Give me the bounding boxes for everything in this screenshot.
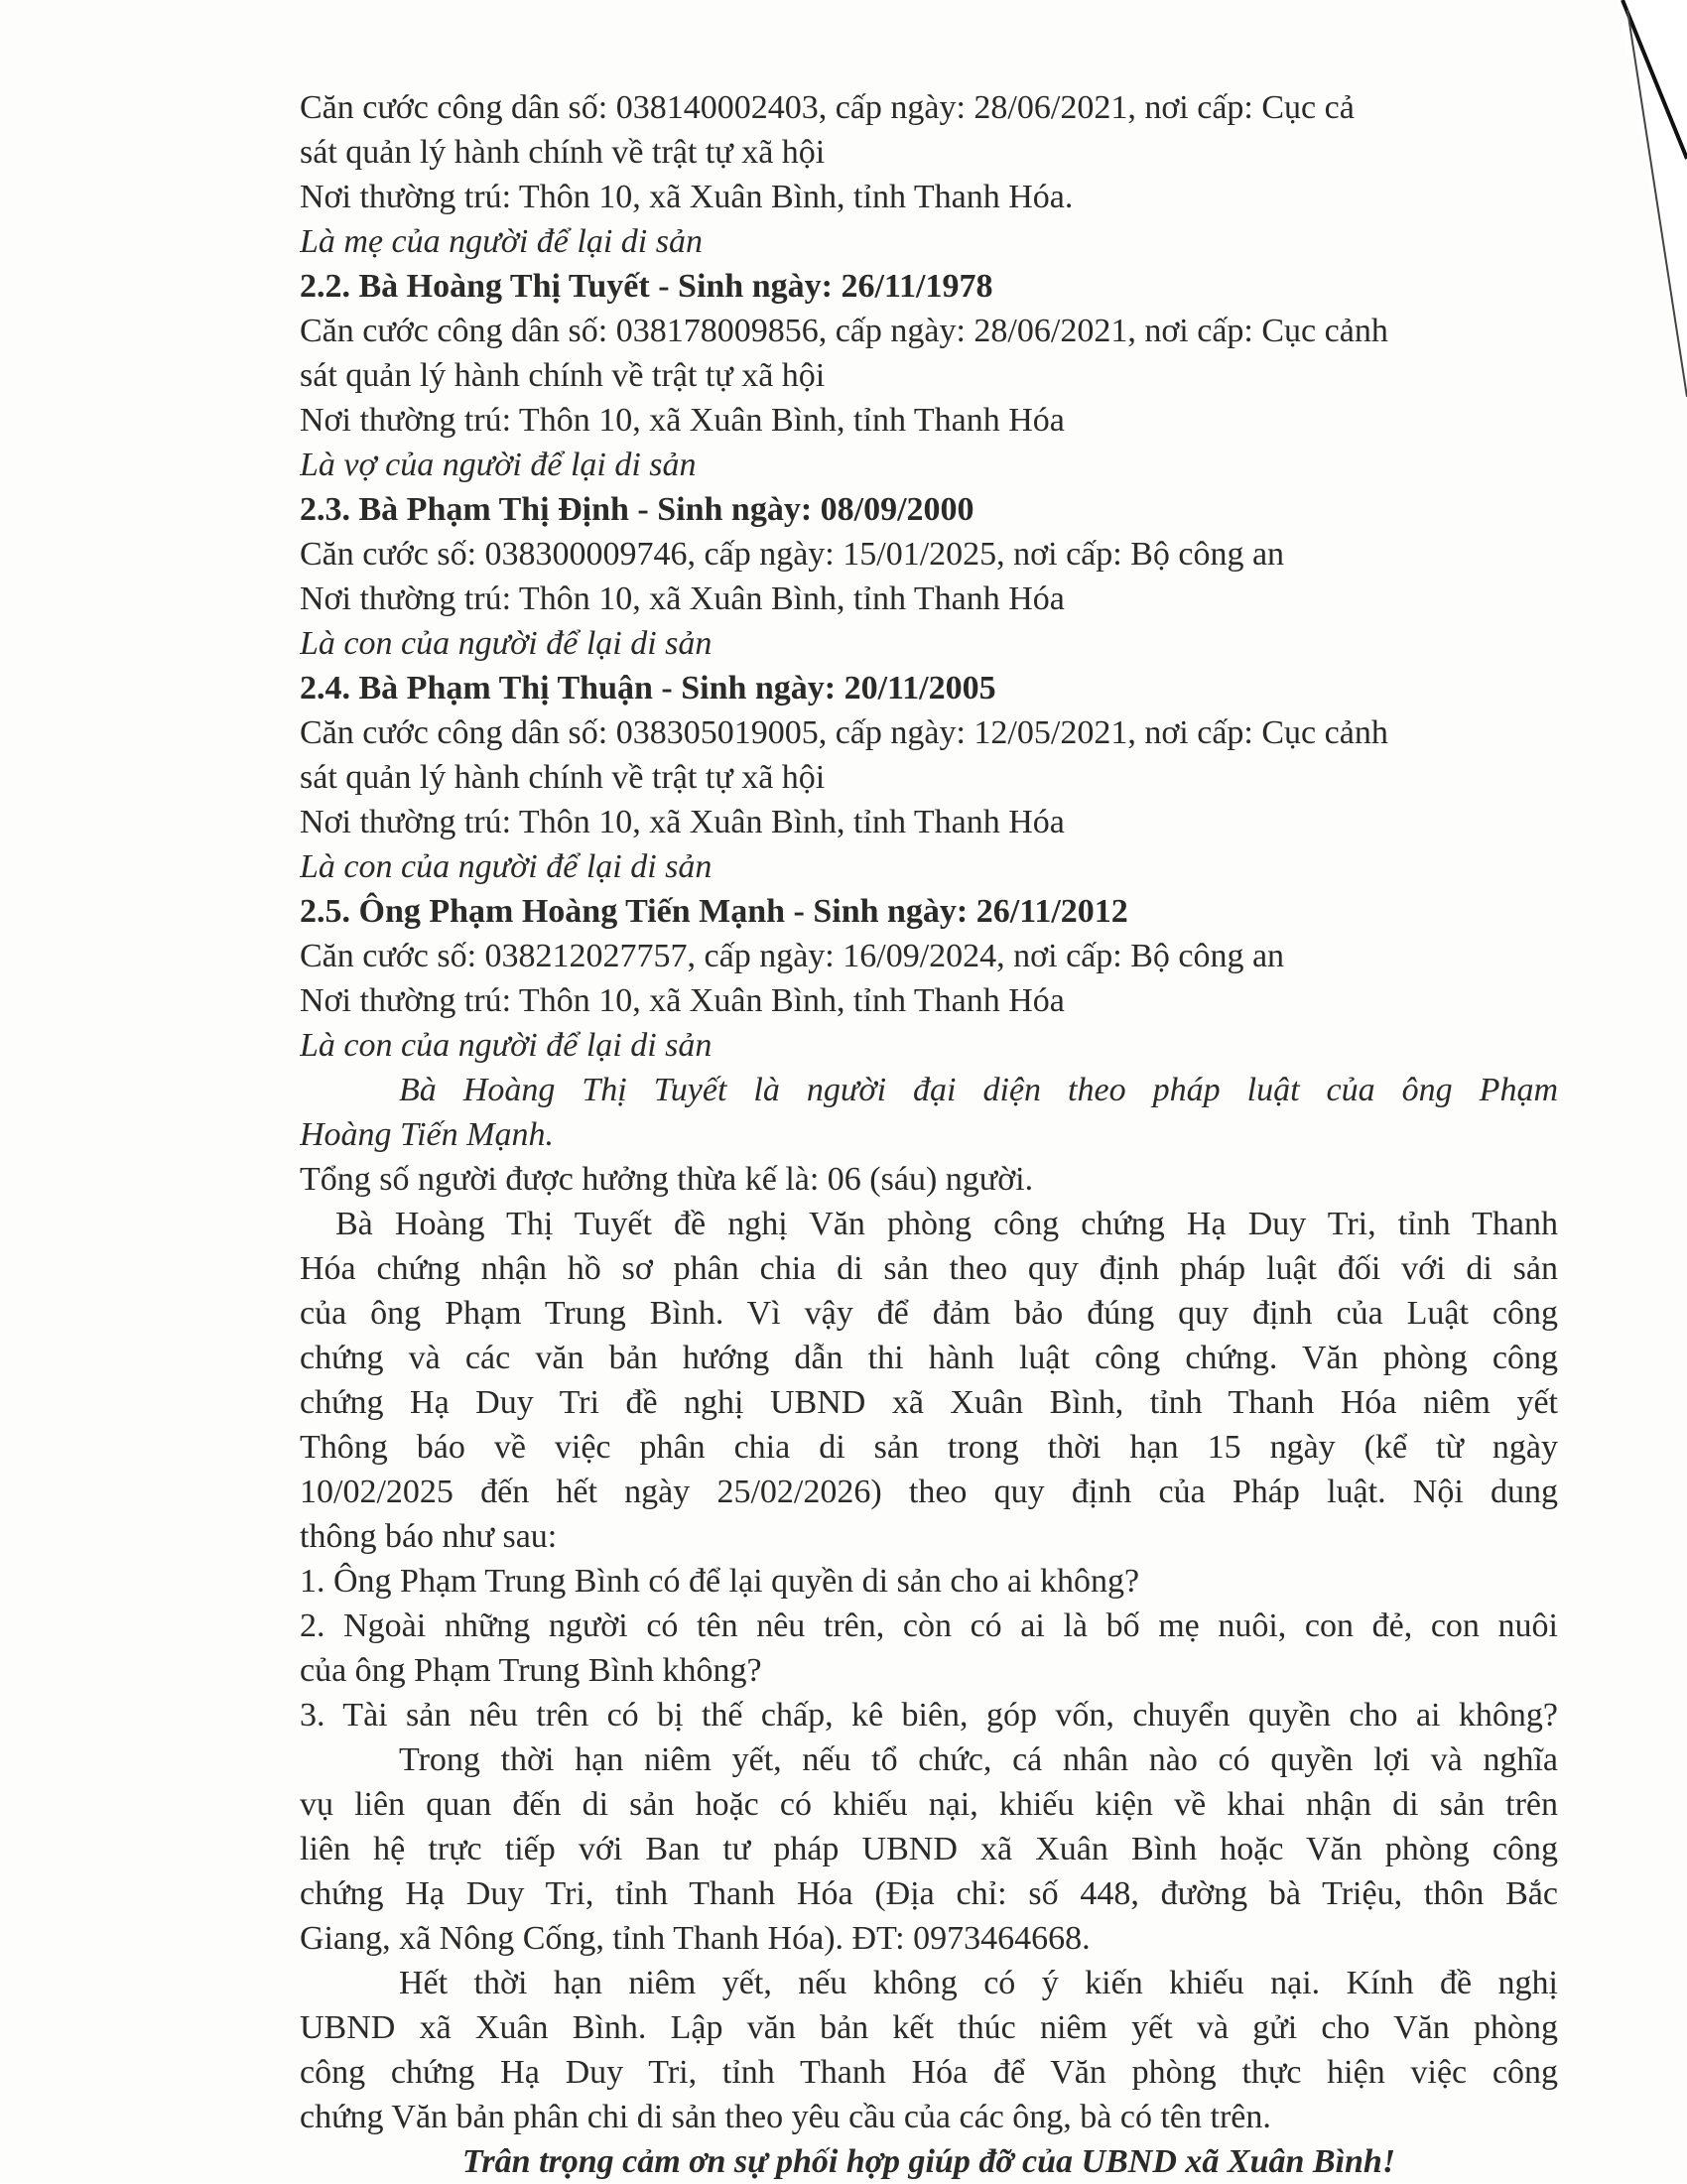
text-line: Căn cước số: 038300009746, cấp ngày: 15/01/2025, nơi cấp: Bộ công an	[300, 536, 1285, 573]
section-heading: 2.3. Bà Phạm Thị Định - Sinh ngày: 08/09/2000	[300, 491, 974, 528]
text-line: Căn cước số: 038212027757, cấp ngày: 16/09/2024, nơi cấp: Bộ công an	[300, 938, 1285, 974]
text-line: chứng và các văn bản hướng dẫn thi hành luật công chứng. Văn phòng công	[300, 1340, 1558, 1376]
text-line: Là con của người để lại di sản	[300, 848, 713, 885]
text-line: Trong thời hạn niêm yết, nếu tổ chức, cá nhân nào có quyền lợi và nghĩa	[399, 1741, 1558, 1778]
text-line: Là con của người để lại di sản	[300, 625, 713, 662]
text-line: Giang, xã Nông Cống, tỉnh Thanh Hóa). ĐT: 0973464668.	[300, 1920, 1091, 1957]
text-line: sát quản lý hành chính về trật tự xã hội	[300, 134, 826, 171]
text-line: Căn cước công dân số: 038178009856, cấp ngày: 28/06/2021, nơi cấp: Cục cảnh	[300, 313, 1388, 349]
text-line: của ông Phạm Trung Bình không?	[300, 1652, 762, 1689]
text-line: sát quản lý hành chính về trật tự xã hội	[300, 357, 826, 394]
text-line: UBND xã Xuân Bình. Lập văn bản kết thúc niêm yết và gửi cho Văn phòng	[300, 2009, 1558, 2046]
text-line: 10/02/2025 đến hết ngày 25/02/2026) theo quy định của Pháp luật. Nội dung	[300, 1474, 1558, 1510]
text-line: công chứng Hạ Duy Tri, tỉnh Thanh Hóa để Văn phòng thực hiện việc công	[300, 2054, 1558, 2091]
closing-line: Trân trọng cảm ơn sự phối hợp giúp đỡ của UBND xã Xuân Bình!	[461, 2143, 1396, 2180]
section-heading: 2.5. Ông Phạm Hoàng Tiến Mạnh - Sinh ngày: 26/11/2012	[300, 893, 1128, 930]
text-line: chứng Hạ Duy Tri, tỉnh Thanh Hóa (Địa chỉ: số 448, đường bà Triệu, thôn Bắc	[300, 1875, 1558, 1912]
text-line: Tổng số người được hưởng thừa kế là: 06 (sáu) người.	[300, 1161, 1034, 1198]
text-line: Căn cước công dân số: 038140002403, cấp ngày: 28/06/2021, nơi cấp: Cục cả	[300, 89, 1355, 126]
text-line: 3. Tài sản nêu trên có bị thế chấp, kê biên, góp vốn, chuyển quyền cho ai không?	[300, 1697, 1558, 1734]
text-line: Là con của người để lại di sản	[300, 1027, 713, 1064]
text-line: 2. Ngoài những người có tên nêu trên, còn có ai là bố mẹ nuôi, con đẻ, con nuôi	[300, 1607, 1558, 1644]
document-body	[300, 85, 1558, 2184]
text-line: của ông Phạm Trung Bình. Vì vậy để đảm bảo đúng quy định của Luật công	[300, 1295, 1558, 1332]
text-line: Nơi thường trú: Thôn 10, xã Xuân Bình, tỉnh Thanh Hóa	[300, 402, 1065, 439]
text-line: 1. Ông Phạm Trung Bình có để lại quyền di sản cho ai không?	[300, 1563, 1140, 1600]
text-line: Nơi thường trú: Thôn 10, xã Xuân Bình, tỉnh Thanh Hóa	[300, 804, 1065, 840]
text-line: liên hệ trực tiếp với Ban tư pháp UBND xã Xuân Bình hoặc Văn phòng công	[300, 1831, 1558, 1867]
text-line: chứng Văn bản phân chi di sản theo yêu cầu của các ông, bà có tên trên.	[300, 2099, 1271, 2135]
text-line: Bà Hoàng Thị Tuyết đề nghị Văn phòng công chứng Hạ Duy Tri, tỉnh Thanh	[335, 1206, 1558, 1242]
section-heading: 2.2. Bà Hoàng Thị Tuyết - Sinh ngày: 26/11/1978	[300, 268, 993, 305]
text-line: vụ liên quan đến di sản hoặc có khiếu nại, khiếu kiện về khai nhận di sản trên	[300, 1786, 1558, 1823]
text-line: thông báo như sau:	[300, 1518, 558, 1555]
text-line: Hóa chứng nhận hồ sơ phân chia di sản theo quy định pháp luật đối với di sản	[300, 1250, 1558, 1287]
text-line: Căn cước công dân số: 038305019005, cấp ngày: 12/05/2021, nơi cấp: Cục cảnh	[300, 714, 1388, 751]
section-heading: 2.4. Bà Phạm Thị Thuận - Sinh ngày: 20/11/2005	[300, 670, 996, 707]
text-line: sát quản lý hành chính về trật tự xã hội	[300, 759, 826, 796]
text-line: Nơi thường trú: Thôn 10, xã Xuân Bình, tỉnh Thanh Hóa	[300, 982, 1065, 1019]
text-line: chứng Hạ Duy Tri đề nghị UBND xã Xuân Bình, tỉnh Thanh Hóa niêm yết	[300, 1384, 1558, 1421]
text-line: Là mẹ của người để lại di sản	[300, 223, 703, 260]
text-line: Là vợ của người để lại di sản	[300, 447, 697, 483]
text-line: Hoàng Tiến Mạnh.	[300, 1116, 554, 1153]
text-line: Bà Hoàng Thị Tuyết là người đại diện theo pháp luật của ông Phạm	[399, 1072, 1558, 1108]
text-line: Nơi thường trú: Thôn 10, xã Xuân Bình, tỉnh Thanh Hóa	[300, 580, 1065, 617]
text-line: Hết thời hạn niêm yết, nếu không có ý kiến khiếu nại. Kính đề nghị	[399, 1965, 1558, 2001]
text-line: Nơi thường trú: Thôn 10, xã Xuân Bình, tỉnh Thanh Hóa.	[300, 179, 1074, 215]
text-line: Thông báo về việc phân chia di sản trong thời hạn 15 ngày (kể từ ngày	[300, 1429, 1558, 1466]
